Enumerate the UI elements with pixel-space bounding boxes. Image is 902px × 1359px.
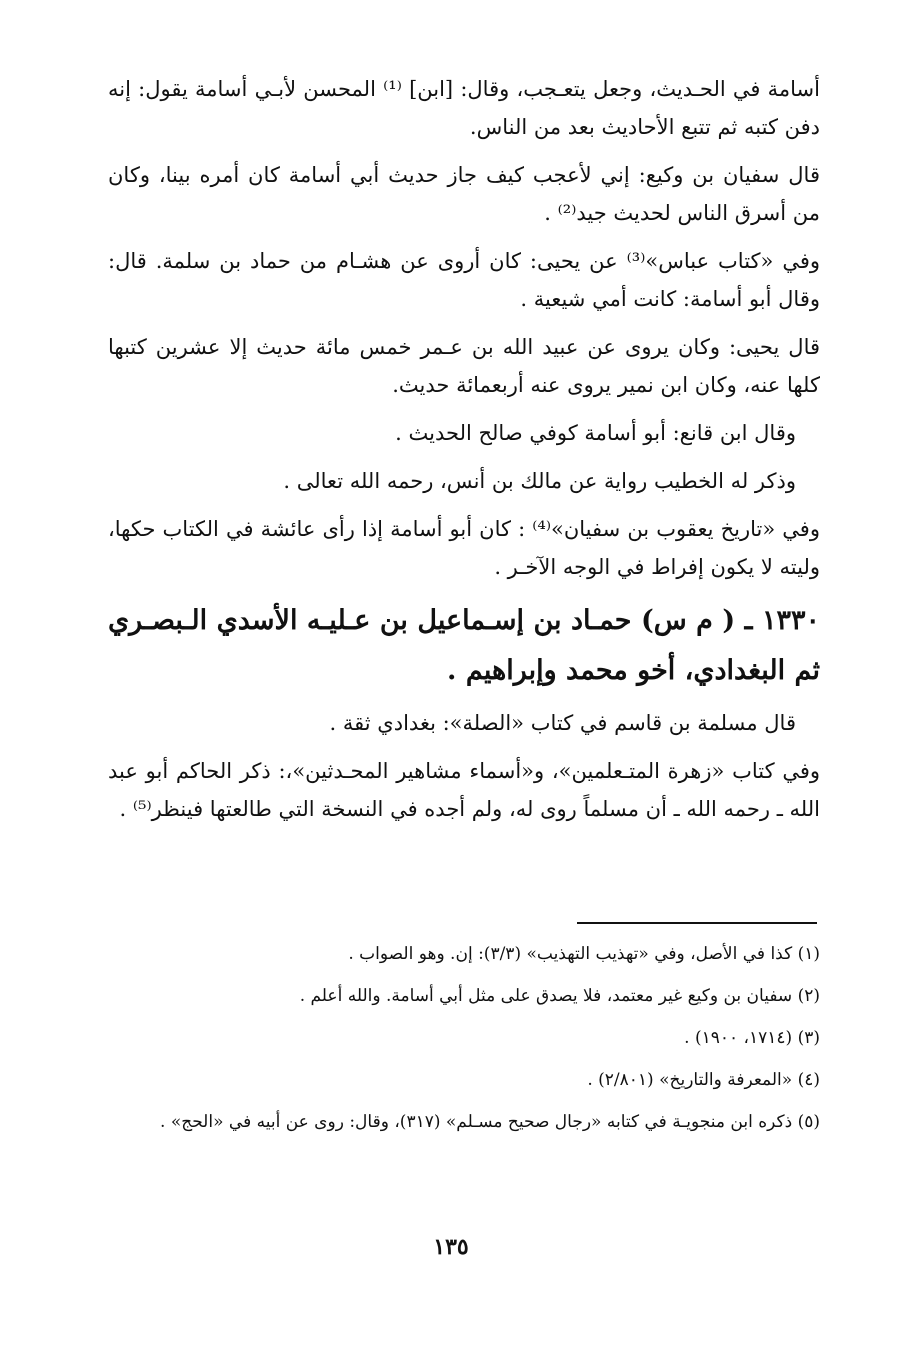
paragraph-2: قال سفيان بن وكيع: إني لأعجب كيف جاز حديث أبي أسامة كان أمره بينا، وكان من أسرق الناس لحديث جيد⁽²⁾ . bbox=[108, 163, 820, 225]
paragraph-1: أسامة في الحـديث، وجعل يتعـجب، وقال: [ابن] ⁽¹⁾ المحسن لأبـي أسامة يقول: إنه دفن كتبه ثم تتبع الأحاديث بعد من الناس. bbox=[108, 77, 820, 139]
footnote-3: (٣) (١٧١٤، ١٩٠٠) . bbox=[684, 1028, 820, 1048]
footnote-4: (٤) «المعرفة والتاريخ» (٢/٨٠١) . bbox=[587, 1070, 820, 1090]
page-number: ١٣٥ bbox=[433, 1234, 469, 1260]
footnote-1: (١) كذا في الأصل، وفي «تهذيب التهذيب» (٣/٣): إن. وهو الصواب . bbox=[348, 944, 820, 964]
paragraph-9: وفي كتاب «زهرة المتـعلمين»، و«أسماء مشاهير المحـدثين»،: ذكر الحاكم أبو عبد الله ـ رحمه الله ـ أن مسلماً روى له، ولم أجده في النسخة التي طالعتها فينظر⁽⁵⁾ . bbox=[108, 759, 820, 821]
paragraph-6: وذكر له الخطيب رواية عن مالك بن أنس، رحمه الله تعالى . bbox=[283, 469, 796, 493]
paragraph-5: وقال ابن قانع: أبو أسامة كوفي صالح الحديث . bbox=[395, 421, 796, 445]
footnotes bbox=[108, 936, 820, 1146]
paragraph-3: وفي «كتاب عباس»⁽³⁾ عن يحيى: كان أروى عن هشـام من حماد بن سلمة. قال: وقال أبو أسامة: كانت أمي شيعية . bbox=[108, 249, 820, 311]
main-text bbox=[108, 70, 820, 838]
entry-heading: ١٣٣٠ ـ ( م س) حمـاد بن إسـماعيل بن عـليـه الأسدي الـبصـري ثم البغدادي، أخو محمد وإبراهيم . bbox=[108, 605, 820, 686]
footnote-5: (٥) ذكره ابن منجويـة في كتابه «رجال صحيح مسـلم» (٣١٧)، وقال: روى عن أبيه في «الحج» . bbox=[160, 1112, 820, 1132]
paragraph-7: وفي «تاريخ يعقوب بن سفيان»⁽⁴⁾ : كان أبو أسامة إذا رأى عائشة في الكتاب حكها، وليته لا يكون إفراط في الوجه الآخـر . bbox=[108, 517, 820, 579]
paragraph-4: قال يحيى: وكان يروى عن عبيد الله بن عـمر خمس مائة حديث إلا عشرين كتبها كلها عنه، وكان ابن نمير يروى عنه أربعمائة حديث. bbox=[108, 335, 820, 397]
footnote-divider bbox=[577, 922, 817, 924]
paragraph-8: قال مسلمة بن قاسم في كتاب «الصلة»: بغدادي ثقة . bbox=[329, 711, 796, 735]
footnote-2: (٢) سفيان بن وكيع غير معتمد، فلا يصدق على مثل أبي أسامة. والله أعلم . bbox=[299, 986, 820, 1006]
